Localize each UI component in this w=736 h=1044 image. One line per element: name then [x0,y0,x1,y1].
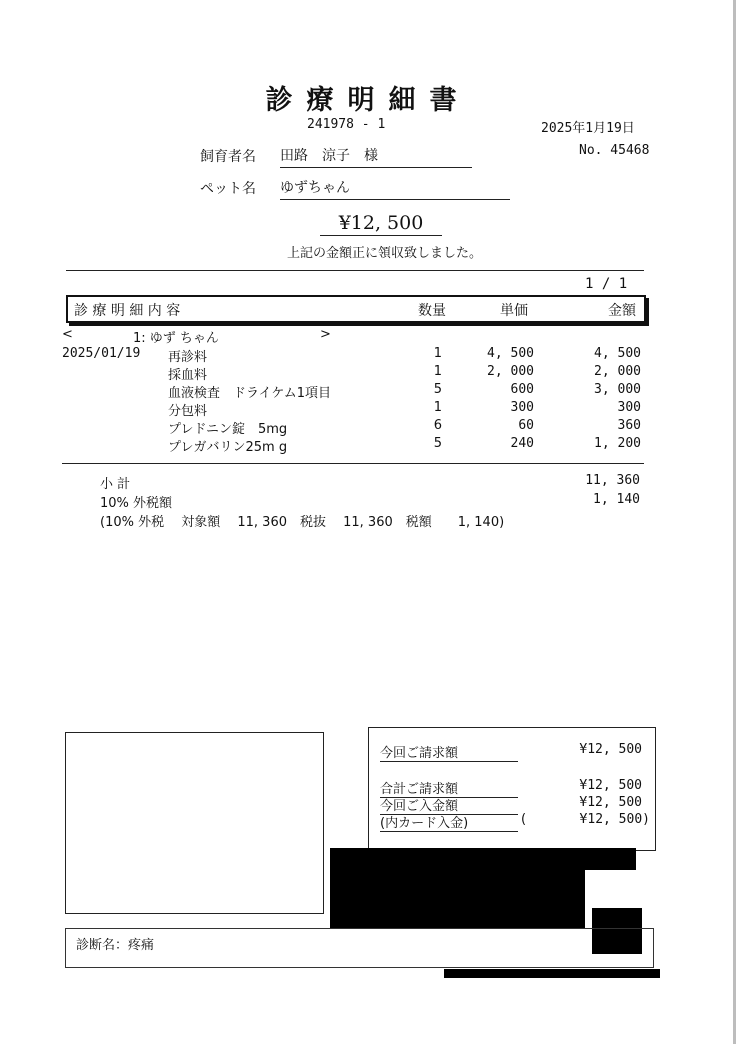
paid-label: 今回ご入金額 [380,795,518,815]
pet-label: ペット名 [200,181,256,197]
item-name: 血液検査 ドライケム1項目 [168,386,331,401]
card-paid-open: ( [521,812,527,827]
item-qty: 6 [433,418,442,433]
memo-box [65,732,324,914]
total-billing-label: 合計ご請求額 [380,778,518,798]
record-number: 241978 - 1 [307,117,386,132]
item-unit: 600 [510,382,534,397]
card-paid-value: ¥12, 500) [579,812,650,827]
page-indicator: 1 / 1 [585,276,628,292]
current-billing-label: 今回ご請求額 [380,742,518,762]
item-qty: 1 [433,364,442,379]
pet-nav-prev: < [62,327,73,342]
redaction-block [330,868,585,928]
total-billing-value: ¥12, 500 [579,778,642,793]
receipt-number: No. 45468 [579,143,650,158]
tax-value: 1, 140 [593,492,640,507]
item-unit: 4, 500 [487,346,534,361]
card-paid-label: (内カード入金) [380,812,518,832]
divider-subtotal [62,463,644,464]
pet-nav-next: > [320,327,331,342]
item-name: 分包料 [168,404,208,419]
owner-name: 田路 涼子 様 [280,145,472,168]
tax-label: 10% 外税額 [100,496,173,511]
redaction-block [330,848,636,870]
item-qty: 5 [433,436,442,451]
header-qty: 数量 [418,303,446,319]
diagnosis-text: 診断名：疼痛 [76,938,155,953]
item-amount: 3, 000 [594,382,641,397]
item-name: プレガバリン25m g [168,440,288,455]
item-amount: 300 [617,400,641,415]
item-amount: 360 [617,418,641,433]
header-unit: 単価 [500,303,528,319]
item-amount: 1, 200 [594,436,641,451]
issue-date: 2025年1月19日 [541,121,635,136]
document-title: 診療明細書 [265,85,471,116]
pet-name: ゆずちゃん [280,177,510,200]
owner-label: 飼育者名 [200,149,256,165]
header-content: 診 療 明 細 内 容 [74,303,181,319]
item-qty: 1 [433,346,442,361]
table-row [0,346,736,366]
tax-detail: (10% 外税 対象額 11, 360 税抜 11, 360 税額 1, 140) [100,515,505,530]
item-amount: 2, 000 [594,364,641,379]
redaction-block [444,969,660,978]
item-unit: 240 [510,436,534,451]
item-unit: 2, 000 [487,364,534,379]
table-row [0,418,736,438]
item-name: 採血料 [168,368,208,383]
total-amount: ¥12, 500 [320,212,442,236]
visit-date: 2025/01/19 [62,346,141,361]
current-billing-value: ¥12, 500 [579,742,642,757]
paid-value: ¥12, 500 [579,795,642,810]
item-amount: 4, 500 [594,346,641,361]
table-row [0,382,736,402]
item-qty: 5 [433,382,442,397]
table-row [0,364,736,384]
item-name: プレドニン錠 5mg [168,422,288,437]
header-amount: 金額 [608,303,636,319]
item-unit: 60 [518,418,534,433]
pet-nav-label: 1: ゆず ちゃん [133,331,219,346]
receipt-note: 上記の金額正に領収致しました。 [287,246,483,261]
divider-top [66,270,644,271]
subtotal-value: 11, 360 [585,473,640,488]
table-row [0,400,736,420]
table-row [0,436,736,456]
item-name: 再診料 [168,350,208,365]
item-unit: 300 [510,400,534,415]
table-header [66,295,646,323]
subtotal-label: 小 計 [100,477,131,492]
item-qty: 1 [433,400,442,415]
